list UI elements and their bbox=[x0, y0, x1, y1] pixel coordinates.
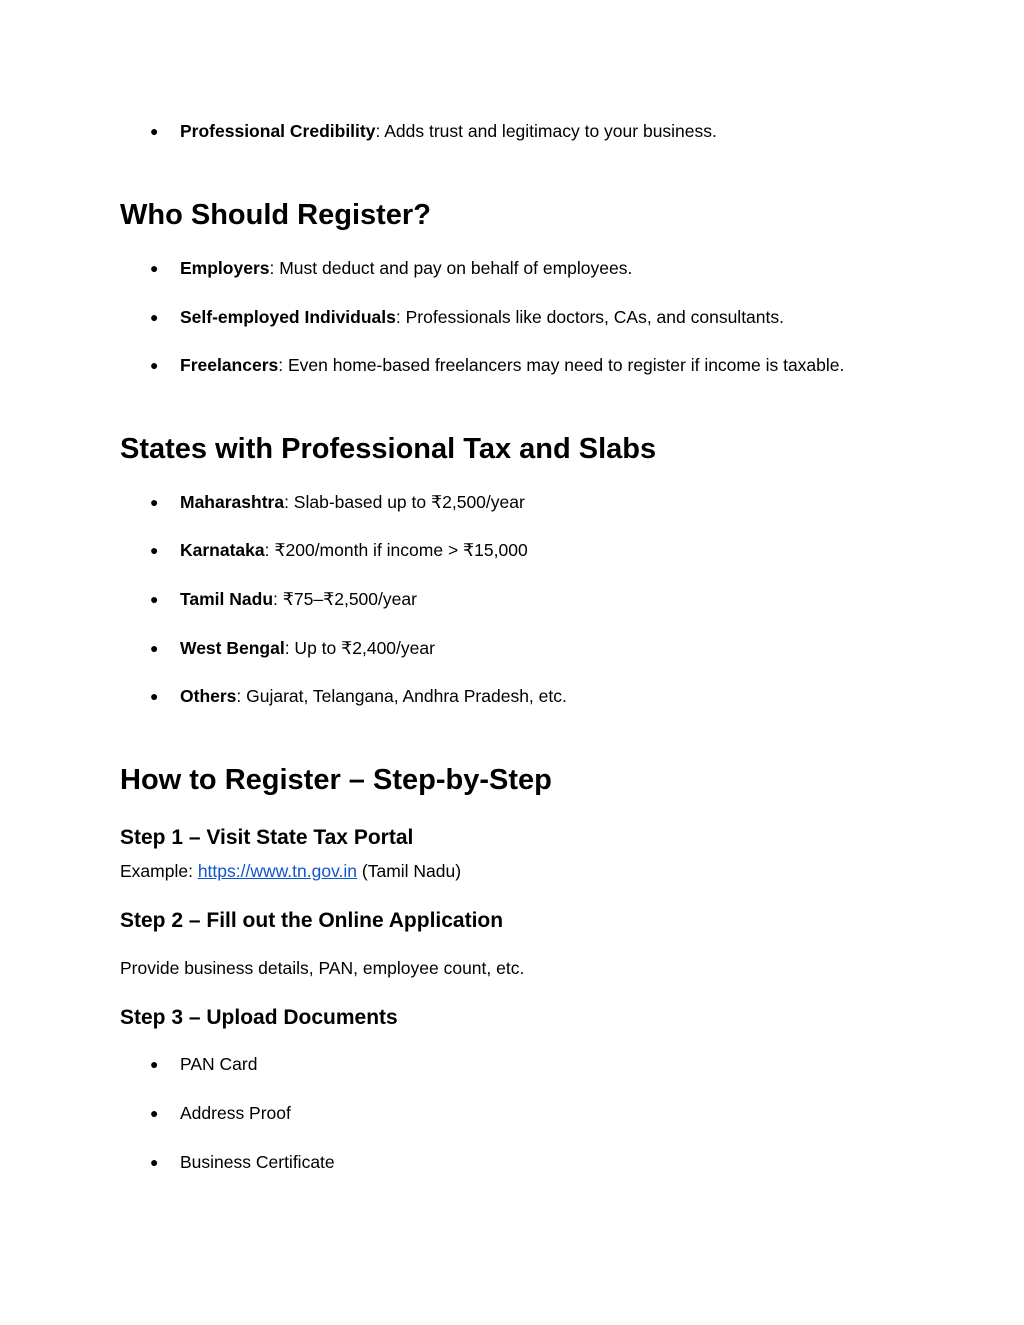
bullet-icon: ● bbox=[150, 1105, 159, 1121]
bullet-icon: ● bbox=[150, 542, 159, 558]
list-item-term: West Bengal bbox=[180, 638, 285, 658]
example-prefix: Example: bbox=[120, 861, 198, 881]
list-item bbox=[150, 684, 567, 708]
bullet-icon: ● bbox=[150, 640, 159, 656]
list-item bbox=[150, 490, 525, 514]
list-item-desc: : Gujarat, Telangana, Andhra Pradesh, etc. bbox=[236, 686, 567, 706]
bullet-icon: ● bbox=[150, 494, 159, 510]
list-item-term: Karnataka bbox=[180, 540, 265, 560]
bullet-icon: ● bbox=[150, 591, 159, 607]
list-item bbox=[150, 353, 844, 377]
list-item-text: Business Certificate bbox=[180, 1152, 335, 1172]
list-item-term: Maharashtra bbox=[180, 492, 285, 512]
list-item-desc: : Slab-based up to ₹2,500/year bbox=[284, 492, 525, 512]
list-item-desc: : Adds trust and legitimacy to your business. bbox=[375, 121, 717, 141]
list-item-term: Employers bbox=[180, 258, 270, 278]
bullet-icon: ● bbox=[150, 309, 159, 325]
list-item bbox=[150, 1052, 257, 1076]
list-item-term: Freelancers bbox=[180, 355, 279, 375]
list-item-term: Self-employed Individuals bbox=[180, 307, 396, 327]
list-item-desc: : Professionals like doctors, CAs, and consultants. bbox=[395, 307, 784, 327]
bullet-icon: ● bbox=[150, 1056, 159, 1072]
example-suffix: (Tamil Nadu) bbox=[357, 861, 462, 881]
list-item-text: PAN Card bbox=[180, 1054, 258, 1074]
step-3-heading: Step 3 – Upload Documents bbox=[120, 1006, 398, 1029]
list-item bbox=[150, 256, 632, 280]
bullet-icon: ● bbox=[150, 688, 159, 704]
bullet-icon: ● bbox=[150, 123, 159, 139]
list-item-desc: : ₹200/month if income > ₹15,000 bbox=[264, 540, 528, 560]
list-item bbox=[150, 636, 435, 660]
list-item bbox=[150, 538, 528, 562]
bullet-icon: ● bbox=[150, 357, 159, 373]
list-item-term: Others bbox=[180, 686, 237, 706]
list-item-term: Professional Credibility bbox=[180, 121, 376, 141]
list-item bbox=[150, 119, 717, 143]
portal-link[interactable]: https://www.tn.gov.in bbox=[197, 861, 358, 881]
step-2-text: Provide business details, PAN, employee count, etc. bbox=[120, 958, 525, 978]
list-item-desc: : Up to ₹2,400/year bbox=[284, 638, 435, 658]
step-1-heading: Step 1 – Visit State Tax Portal bbox=[120, 826, 414, 849]
list-item bbox=[150, 1150, 335, 1174]
list-item-term: Tamil Nadu bbox=[180, 589, 274, 609]
section-heading-who-should-register: Who Should Register? bbox=[120, 199, 431, 231]
list-item-desc: : Must deduct and pay on behalf of employees. bbox=[269, 258, 633, 278]
list-item-text: Address Proof bbox=[180, 1103, 291, 1123]
section-heading-how-to-register: How to Register – Step-by-Step bbox=[120, 764, 552, 796]
list-item bbox=[150, 1101, 291, 1125]
step-2-heading: Step 2 – Fill out the Online Application bbox=[120, 909, 504, 932]
list-item bbox=[150, 305, 784, 329]
section-heading-states: States with Professional Tax and Slabs bbox=[120, 433, 657, 465]
bullet-icon: ● bbox=[150, 1154, 159, 1170]
list-item-desc: : ₹75–₹2,500/year bbox=[273, 589, 417, 609]
bullet-icon: ● bbox=[150, 260, 159, 276]
list-item-desc: : Even home-based freelancers may need to register if income is taxable. bbox=[278, 355, 845, 375]
list-item bbox=[150, 587, 417, 611]
step-1-example bbox=[120, 859, 461, 883]
